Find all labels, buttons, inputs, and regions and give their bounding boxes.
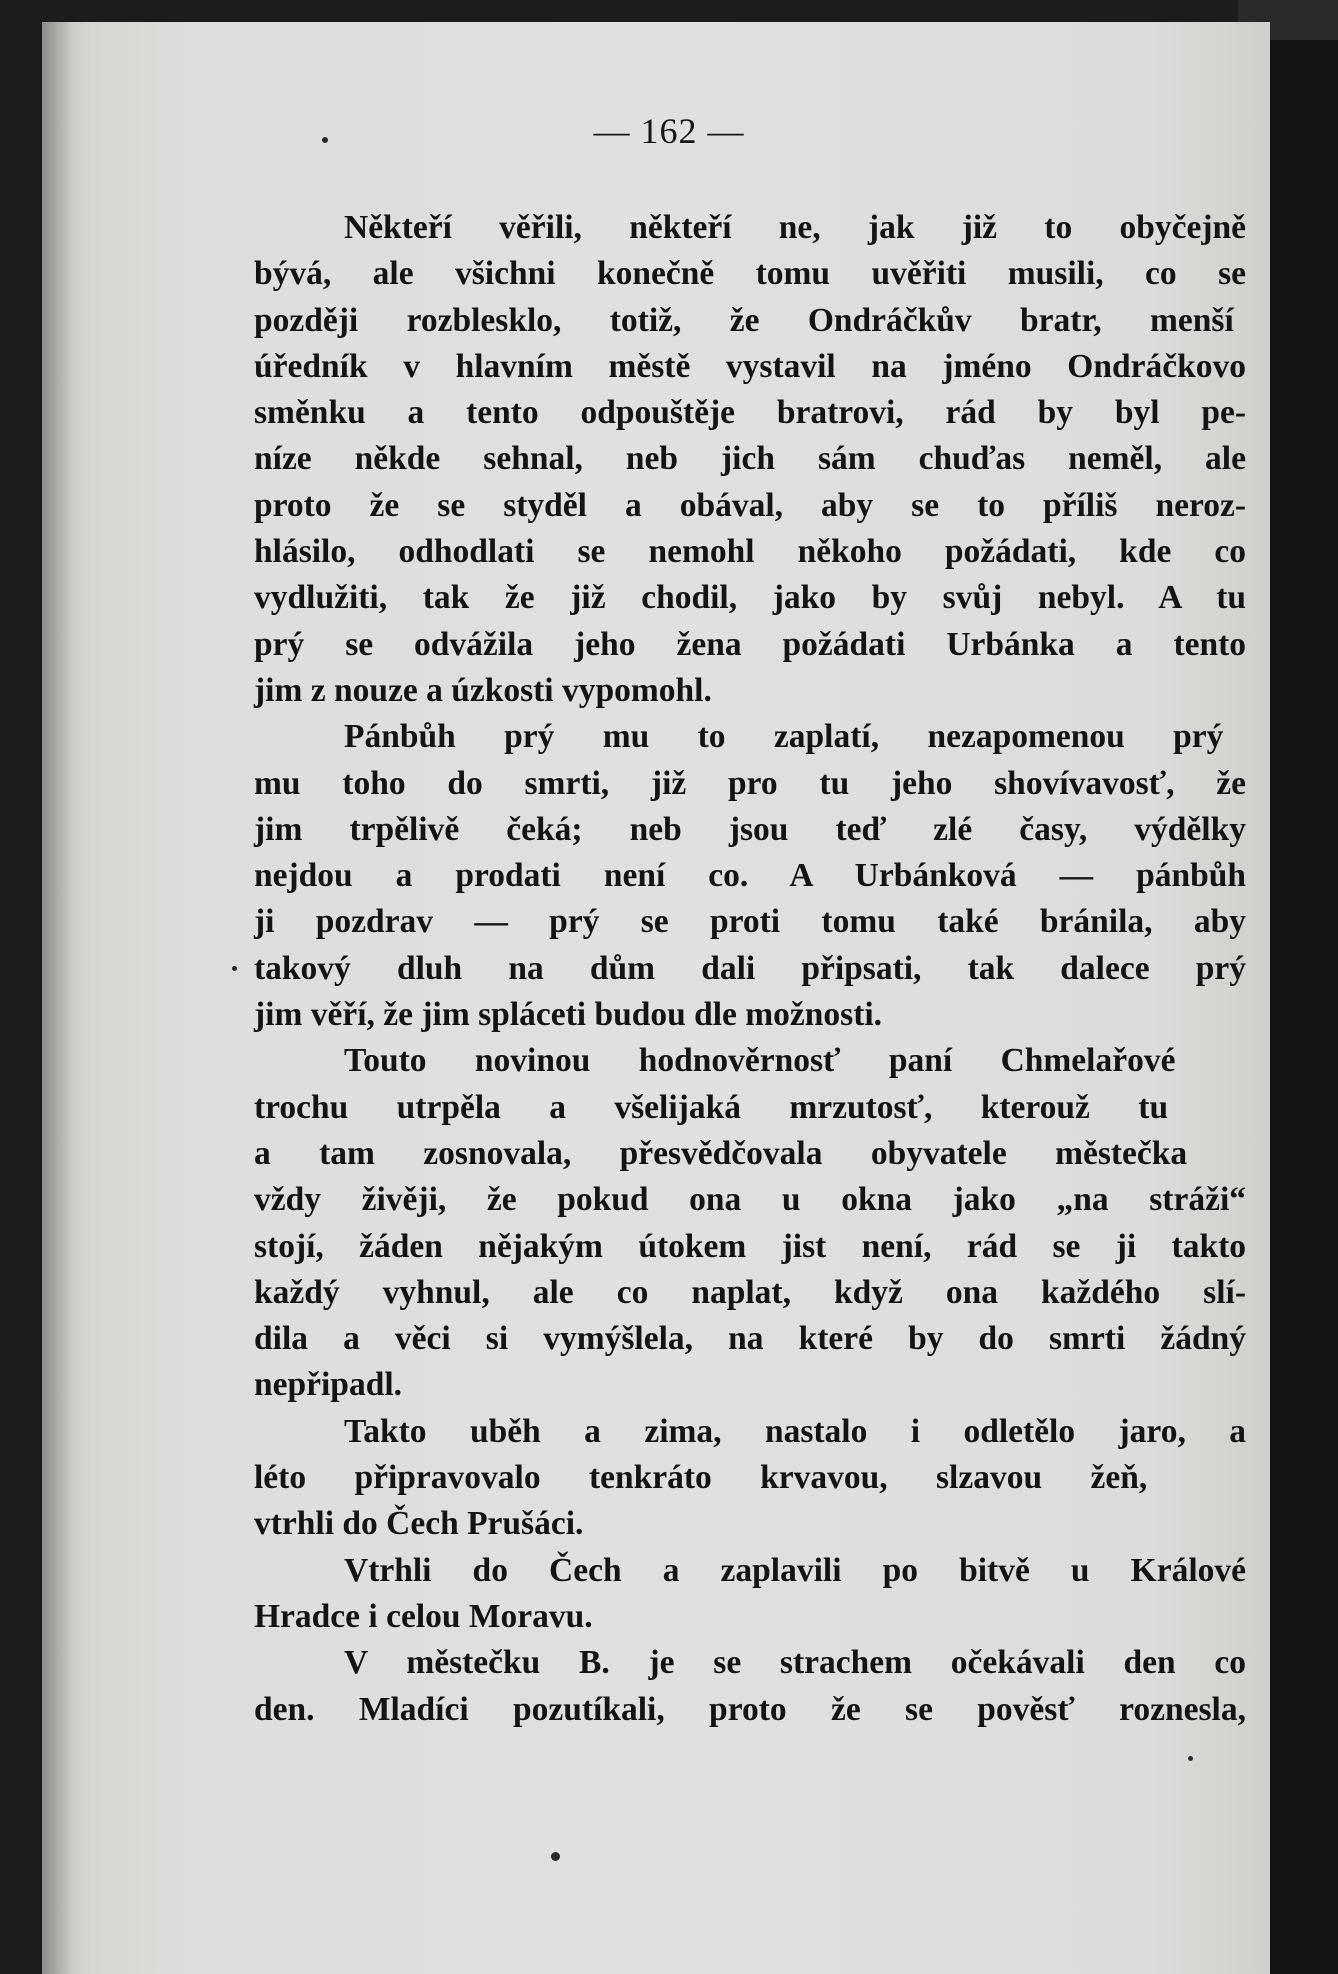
text-line: proto že se styděl a obával, aby se to příliš neroz- [254, 486, 1246, 524]
text-line: dila a věci si vymýšlela, na které by do smrti žádný [254, 1320, 1246, 1358]
text-line: den. Mladíci pozutíkali, proto že se pověsť roznesla, [254, 1690, 1246, 1728]
text-line: jim věří, že jim spláceti budou dle možnosti. [254, 996, 883, 1034]
text-line: vtrhli do Čech Prušáci. [254, 1505, 584, 1543]
body-text [254, 205, 1246, 1733]
text-line: jim trpělivě čeká; neb jsou teď zlé časy, výdělky [254, 810, 1246, 848]
text-line: V městečku B. je se strachem očekávali den co [344, 1644, 1246, 1682]
text-line: takový dluh na dům dali připsati, tak dalece prý [254, 949, 1246, 987]
paragraph [254, 205, 1246, 714]
paragraph [254, 714, 1246, 1038]
paragraph [254, 1038, 1246, 1408]
text-line: hlásilo, odhodlati se nemohl někoho požádati, kde co [254, 533, 1246, 571]
text-line: ji pozdrav — prý se proti tomu také bránila, aby [254, 903, 1246, 941]
text-line: trochu utrpěla a všelijaká mrzutosť, kterouž tu [254, 1088, 1169, 1126]
text-line: bývá, ale všichni konečně tomu uvěřiti musili, co se [254, 255, 1246, 293]
text-line: mu toho do smrti, již pro tu jeho shovívavosť, že [254, 764, 1246, 802]
paragraph [254, 1640, 1246, 1733]
ink-speck [232, 966, 237, 971]
text-line: Touto novinou hodnověrnosť paní Chmelařové [344, 1042, 1176, 1080]
paragraph [254, 1409, 1246, 1548]
text-line: Pánbůh prý mu to zaplatí, nezapomenou prý [344, 718, 1224, 756]
ink-speck [1188, 1756, 1193, 1761]
text-line: prý se odvážila jeho žena požádati Urbánka a tento [254, 625, 1246, 663]
text-line: vydlužiti, tak že již chodil, jako by svůj nebyl. A tu [254, 579, 1246, 617]
text-line: a tam zosnovala, přesvědčovala obyvatele městečka [254, 1134, 1188, 1172]
ink-speck [551, 1852, 560, 1861]
text-line: později rozblesklo, totiž, že Ondráčkův bratr, menší [254, 301, 1234, 339]
text-line: Takto uběh a zima, nastalo i odletělo jaro, a [344, 1412, 1246, 1450]
text-line: níze někde sehnal, neb jich sám chuďas neměl, ale [254, 440, 1246, 478]
text-line: Hradce i celou Moravu. [254, 1597, 593, 1635]
paragraph [254, 1548, 1246, 1641]
page-number: — 162 — [593, 111, 745, 151]
text-line: jim z nouze a úzkosti vypomohl. [254, 671, 712, 709]
text-line: Někteří věřili, někteří ne, jak již to obyčejně [344, 209, 1246, 246]
text-line: léto připravovalo tenkráto krvavou, slzavou žeň, [254, 1459, 1148, 1497]
ink-speck [322, 137, 328, 143]
text-line: úředník v hlavním městě vystavil na jméno Ondráčkovo [254, 347, 1246, 385]
text-line: směnku a tento odpouštěje bratrovi, rád by byl pe- [254, 394, 1246, 432]
scan-right-margin [1270, 40, 1338, 1974]
text-line: Vtrhli do Čech a zaplavili po bitvě u Králové [344, 1551, 1246, 1589]
text-line: nejdou a prodati není co. A Urbánková — pánbůh [254, 857, 1246, 895]
text-line: vždy živěji, že pokud ona u okna jako „na stráži“ [254, 1181, 1246, 1219]
text-line: nepřipadl. [254, 1366, 403, 1404]
text-line: každý vyhnul, ale co naplat, když ona každého slí- [254, 1273, 1246, 1311]
text-line: stojí, žáden nějakým útokem jist není, rád se ji takto [254, 1227, 1246, 1265]
